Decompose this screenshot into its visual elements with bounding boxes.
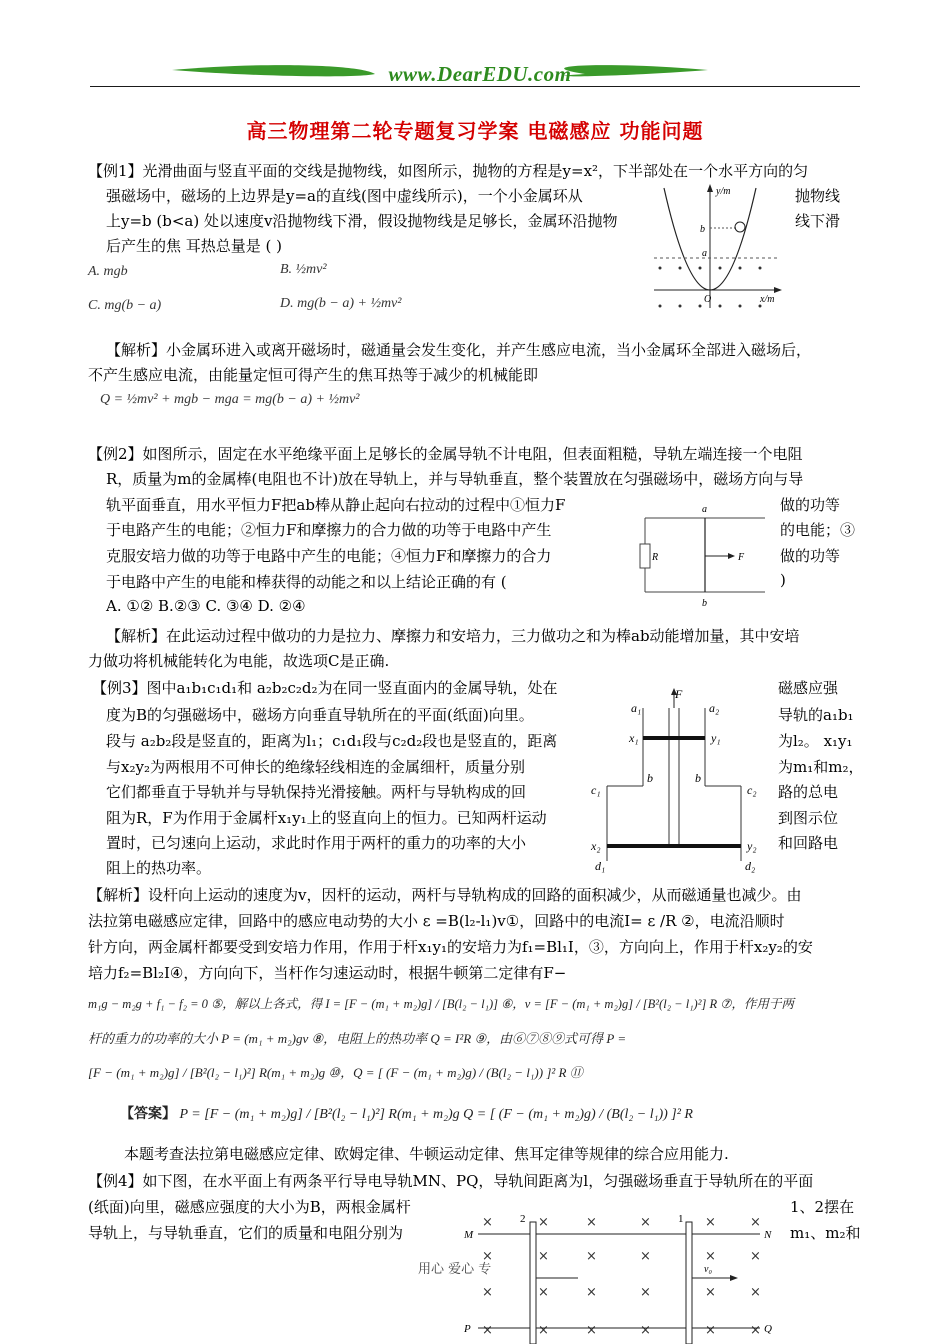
ex2-rail-figure [630, 500, 770, 610]
ex1-line-3: 上y=b (b<a) 处以速度v沿抛物线下滑，假设抛物线是足够长，金属环沿抛物 [106, 212, 618, 230]
ex1-fig-ylabel: y/m [716, 186, 731, 197]
ex3-line-2b: 导轨的a₁b₁ [778, 706, 854, 724]
ex3-line-4b: 为m₁和m₂， [778, 758, 864, 776]
ex2-analysis-2: 力做功将机械能转化为电能，故选项C是正确. [88, 652, 390, 670]
ex2-line-5: 克服安培力做的功等于电路中产生的电能；④恒力F和摩擦力的合力 [106, 547, 552, 565]
ex3-line-3b: 为l₂。 x₁y₁ [778, 732, 853, 750]
svg-text:×: × [640, 1323, 651, 1338]
ex4-fig-rod1: 1 [678, 1213, 684, 1225]
svg-text:×: × [482, 1215, 493, 1230]
ex3-rails-figure [585, 686, 775, 876]
ex3-formula-3: [F − (m₁ + m₂)g] / [B²(l₂ − l₁)²] R(m₁ + m₂)g ⑩，Q = [ (F − (m₁ + m₂)g) / (B(l₂ − l₁)) ]² R ⑪ [88, 1065, 583, 1080]
ex4-fig-M: M [464, 1229, 474, 1241]
field-crosses [482, 1215, 761, 1338]
ex3-fig-d1: d₁ [595, 859, 606, 873]
ex1-line-4: 后产生的焦 耳热总量是 ( ) [106, 237, 283, 255]
ex3-answer: P = [F − (m₁ + m₂)g] / [B²(l₂ − l₁)²] R(m₁ + m₂)g Q = [ (F − (m₁ + m₂)g) / (B(l₂ − l₁)) ]² R [179, 1107, 693, 1122]
ex4-fig-v0: v₀ [704, 1264, 712, 1275]
ex3-summary: 本题考查法拉第电磁感应定律、欧姆定律、牛顿运动定律、焦耳定律等规律的综合应用能力. [124, 1145, 729, 1163]
velocity-arrow [730, 1275, 738, 1281]
ex2-line-4b: 的电能；③ [780, 521, 856, 539]
ex2-fig-f: F [738, 552, 745, 563]
ex4-fig-N: N [764, 1229, 772, 1241]
ex3-fig-x2: x₂ [591, 839, 601, 853]
svg-text:×: × [750, 1285, 761, 1300]
ex2-fig-b: b [702, 598, 707, 609]
svg-text:×: × [640, 1285, 651, 1300]
svg-text:×: × [640, 1249, 651, 1264]
ex3-analysis-3: 针方向，两金属杆都要受到安培力作用，作用于杆x₁y₁的安培力为f₁=Bl₁I，③，方向向上，作用于杆x₂y₂的安 [88, 938, 813, 956]
svg-text:×: × [750, 1323, 761, 1338]
ex4-line-3: 导轨上，与导轨垂直，它们的质量和电阻分别为 [88, 1224, 404, 1242]
svg-text:×: × [586, 1323, 597, 1338]
ex1-line-3b: 线下滑 [795, 212, 841, 230]
ex1-fig-o: O [704, 294, 712, 305]
ex3-fig-b1: b [647, 771, 653, 785]
ex3-analysis-4: 培力f₂=Bl₂I④，方向向下，当杆作匀速运动时，根据牛顿第二定律有F− [88, 964, 567, 982]
ex3-fig-b2: b [695, 771, 701, 785]
svg-text:×: × [750, 1249, 761, 1264]
ex2-fig-r: R [652, 552, 659, 563]
ex3-line-2: 度为B的匀强磁场中，磁场方向垂直导轨所在的平面(纸面)向里。 [106, 706, 534, 724]
resistor [640, 544, 650, 568]
ex3-analysis-1: 【解析】设杆向上运动的速度为v，因杆的运动，两杆与导轨构成的回路的面积减少，从而磁通量也减少。由 [88, 886, 802, 904]
ex3-fig-d2: d₂ [745, 859, 756, 873]
ex1-option-c: C. mg(b − a) [88, 298, 162, 313]
svg-text:×: × [705, 1249, 716, 1264]
ex3-fig-x1: x₁ [629, 731, 639, 745]
ex3-line-4: 与x₂y₂为两根用不可伸长的绝缘轻线相连的金属细杆，质量分别 [106, 758, 525, 776]
ex2-options: A. ①② B.②③ C. ③④ D. ②④ [106, 597, 306, 615]
svg-text:×: × [586, 1285, 597, 1300]
ex2-line-4: 于电路产生的电能；②恒力F和摩擦力的合力做的功等于电路中产生 [106, 521, 552, 539]
ex3-line-6: 阻为R，F为作用于金属杆x₁y₁上的竖直向上的恒力。已知两杆运动 [106, 809, 547, 827]
page-footer: 用心 爱心 专 [418, 1262, 492, 1277]
ex3-line-5: 它们都垂直于导轨并与导轨保持光滑接触。两杆与导轨构成的回 [106, 783, 527, 801]
ex2-fig-a: a [702, 504, 707, 515]
ex3-formula-2: 杆的重力的功率的大小 P = (m₁ + m₂)gv ⑧，电阻上的热功率 Q = I²R ⑨，由⑥⑦⑧⑨式可得 P = [88, 1031, 627, 1046]
svg-text:×: × [586, 1215, 597, 1230]
ex3-formula-1: m₁g − m₂g + f₁ − f₂ = 0 ⑤，解以上各式，得 I = [F − (m₁ + m₂)g] / [B(l₂ − l₁)] ⑥，v = [F − (m₁ + m₂)g] / [B²(l₂ − l₁)²] R ⑦，作用于两 [88, 997, 794, 1011]
ex4-line-3b: m₁、m₂和 [790, 1224, 861, 1242]
ex3-fig-c1: c₁ [591, 783, 601, 797]
ex4-line-1: 【例4】如下图，在水平面上有两条平行导电导轨MN、PQ，导轨间距离为l，匀强磁场垂直于导轨所在的平面 [88, 1172, 814, 1190]
metal-ring [735, 222, 745, 232]
ex3-line-7: 置时，已匀速向上运动，求此时作用于两杆的重力的功率的大小 [106, 834, 527, 852]
ex1-fig-xlabel: x/m [760, 294, 775, 305]
ex3-line-1: 【例3】图中a₁b₁c₁d₁和 a₂b₂c₂d₂为在同一竖直面内的金属导轨，处在 [92, 679, 558, 697]
svg-text:×: × [482, 1249, 493, 1264]
rod-1 [686, 1222, 692, 1344]
ex2-line-2: R，质量为m的金属棒(电阻也不计)放在导轨上，并与导轨垂直，整个装置放在匀强磁场中，磁场方向与导 [106, 470, 804, 488]
ex1-parabola-figure [650, 180, 790, 315]
svg-text:×: × [640, 1215, 651, 1230]
ex3-fig-F: F [675, 687, 683, 701]
ex1-line-1: 【例1】光滑曲面与竖直平面的交线是抛物线，如图所示，抛物的方程是y=x²，下半部处在一个水平方向的匀 [88, 162, 809, 180]
svg-text:×: × [750, 1215, 761, 1230]
ex3-line-3: 段与 a₂b₂段是竖直的，距离为l₁；c₁d₁段与c₂d₂段也是竖直的，距离 [106, 732, 558, 750]
ex3-line-8: 阻上的热功率。 [106, 859, 212, 877]
ex1-option-a: A. mgb [88, 264, 128, 279]
ex3-line-7b: 和回路电 [778, 834, 839, 852]
ex4-fig-rod2: 2 [520, 1213, 526, 1225]
ex3-fig-c2: c₂ [747, 783, 757, 797]
ex3-fig-y2: y₂ [747, 839, 757, 853]
svg-text:×: × [705, 1323, 716, 1338]
ex3-fig-a2: a₂ [709, 701, 720, 715]
ex3-line-5b: 路的总电 [778, 783, 839, 801]
svg-text:×: × [586, 1249, 597, 1264]
page-title: 高三物理第二轮专题复习学案 电磁感应 功能问题 [246, 119, 704, 143]
svg-text:×: × [705, 1215, 716, 1230]
ex3-line-1b: 磁感应强 [778, 679, 839, 697]
header-rule [90, 86, 860, 87]
ex1-line-2b: 抛物线 [795, 187, 841, 205]
ex1-option-d: D. mg(b − a) + ½mv² [280, 296, 402, 311]
ex4-line-2: (纸面)向里，磁感应强度的大小为B，两根金属杆 [88, 1198, 411, 1216]
ex1-analysis-2: 不产生感应电流，由能量定恒可得产生的焦耳热等于减少的机械能即 [88, 366, 539, 384]
svg-text:×: × [538, 1249, 549, 1264]
ex4-line-2b: 1、2摆在 [790, 1198, 855, 1216]
svg-text:×: × [538, 1285, 549, 1300]
ex3-fig-a1: a₁ [631, 701, 642, 715]
ex3-line-6b: 到图示位 [778, 809, 839, 827]
ex2-line-1: 【例2】如图所示，固定在水平绝缘平面上足够长的金属导轨不计电阻，但表面粗糙，导轨左端连接一个电阻 [88, 445, 803, 463]
svg-text:×: × [482, 1323, 493, 1338]
ex4-fig-P: P [464, 1323, 471, 1335]
svg-text:×: × [538, 1323, 549, 1338]
svg-text:×: × [705, 1285, 716, 1300]
ex1-formula: Q = ½mv² + mgb − mga = mg(b − a) + ½mv² [100, 392, 360, 407]
ex3-fig-y1: y₁ [711, 731, 721, 745]
ex2-line-6b: ) [780, 571, 786, 589]
ex2-analysis-1: 【解析】在此运动过程中做功的力是拉力、摩擦力和安培力，三力做功之和为棒ab动能增加量，其中安培 [106, 627, 800, 645]
ex2-line-3b: 做的功等 [780, 496, 841, 514]
svg-text:×: × [482, 1285, 493, 1300]
rod-2 [530, 1222, 536, 1344]
force-arrow [728, 553, 735, 559]
ex1-option-b: B. ½mv² [280, 262, 327, 277]
ex1-fig-a: a [702, 248, 707, 259]
ex1-analysis-1: 【解析】小金属环进入或离开磁场时，磁通量会发生变化，并产生感应电流，当小金属环全部进入磁场后， [106, 341, 812, 359]
ex2-line-6: 于电路中产生的电能和棒获得的动能之和以上结论正确的有 ( [106, 573, 507, 591]
ex3-answer-label: 【答案】 [120, 1107, 176, 1122]
ex4-rails-figure [460, 1208, 790, 1344]
ex1-line-2: 强磁场中，磁场的上边界是y=a的直线(图中虚线所示)，一个小金属环从 [106, 187, 583, 205]
ex2-line-5b: 做的功等 [780, 547, 841, 565]
ex4-fig-Q: Q [764, 1323, 772, 1335]
ex3-analysis-2: 法拉第电磁感应定律，回路中的感应电动势的大小 ε =B(l₂-l₁)v①，回路中的电流I= ε /R ②，电流沿顺时 [88, 912, 785, 930]
svg-text:×: × [538, 1215, 549, 1230]
ex1-fig-b: b [700, 224, 705, 235]
site-logo-text[interactable]: www.DearEDU.com [388, 62, 572, 86]
ex2-line-3: 轨平面垂直，用水平恒力F把ab棒从静止起向右拉动的过程中①恒力F [106, 496, 566, 514]
